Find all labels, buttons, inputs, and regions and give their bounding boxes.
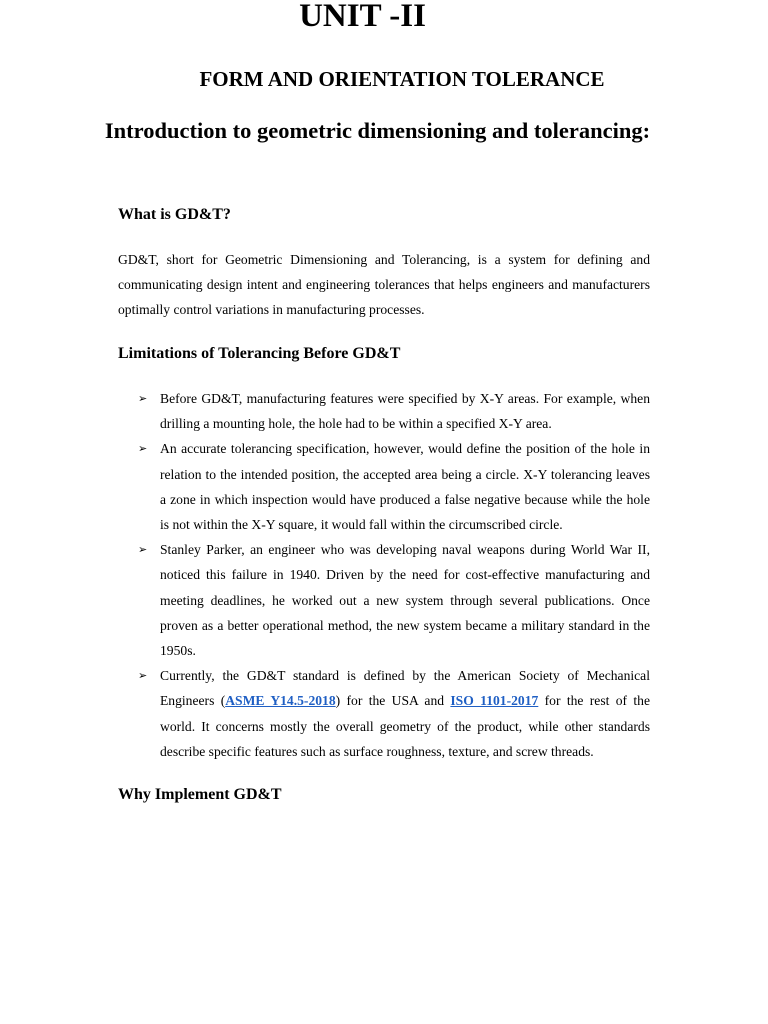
arrow-bullet-icon: ➢ — [138, 543, 148, 557]
intro-title: Introduction to geometric dimensioning and tolerancing: — [104, 118, 651, 143]
list-item-text-before: Currently, the GD&T standard is defined by the American Society of Mechanical Engineers ( — [160, 668, 650, 709]
list-item-text-after: for the rest of the world. It concerns mostly the overall geometry of the product, while other standards describe specific features such as surface roughness, texture, and screw threads. — [160, 693, 650, 759]
list-item-text: An accurate tolerancing specification, however, would define the position of the hole in relation to the intended position, the accepted area being a circle. X-Y tolerancing leaves a zone in which inspection would have produced a false negative because while the hole is not within the X-Y square, it would fall within the circumscribed circle. — [160, 441, 650, 533]
unit-title: UNIT -II — [299, 0, 426, 34]
list-item — [118, 436, 650, 537]
list-item — [118, 537, 650, 663]
arrow-bullet-icon: ➢ — [138, 392, 148, 405]
iso-standard-link[interactable]: ISO 1101-2017 — [450, 693, 539, 709]
list-item-text-middle: ) for the USA and — [335, 693, 451, 709]
arrow-bullet-icon: ➢ — [138, 669, 148, 683]
section-heading-why-implement: Why Implement GD&T — [118, 786, 282, 803]
list-item-text: Before GD&T, manufacturing features were specified by X-Y areas. For example, when drilling a mounting hole, the hole had to be within a specified X-Y area. — [160, 391, 650, 432]
list-item — [118, 386, 650, 436]
asme-standard-link[interactable]: ASME Y14.5-2018 — [225, 693, 336, 709]
gdt-definition-paragraph: GD&T, short for Geometric Dimensioning and Tolerancing, is a system for defining and communicating design intent and engineering tolerances that helps engineers and manufacturers optimally control variations in manufacturing processes. — [118, 252, 650, 318]
list-item-text: Stanley Parker, an engineer who was developing naval weapons during World War II, noticed this failure in 1940. Driven by the need for cost-effective manufacturing and meeting deadlines, he worked out a new system through several publications. Once proven as a better operational method, the new system became a military standard in the 1950s. — [160, 542, 650, 659]
section-heading-what-is-gdt: What is GD&T? — [118, 206, 231, 223]
arrow-bullet-icon: ➢ — [138, 442, 148, 456]
chapter-title: FORM AND ORIENTATION TOLERANCE — [199, 67, 605, 91]
section-heading-limitations: Limitations of Tolerancing Before GD&T — [118, 345, 401, 362]
list-item — [118, 663, 650, 764]
limitations-bullet-list — [118, 386, 650, 764]
